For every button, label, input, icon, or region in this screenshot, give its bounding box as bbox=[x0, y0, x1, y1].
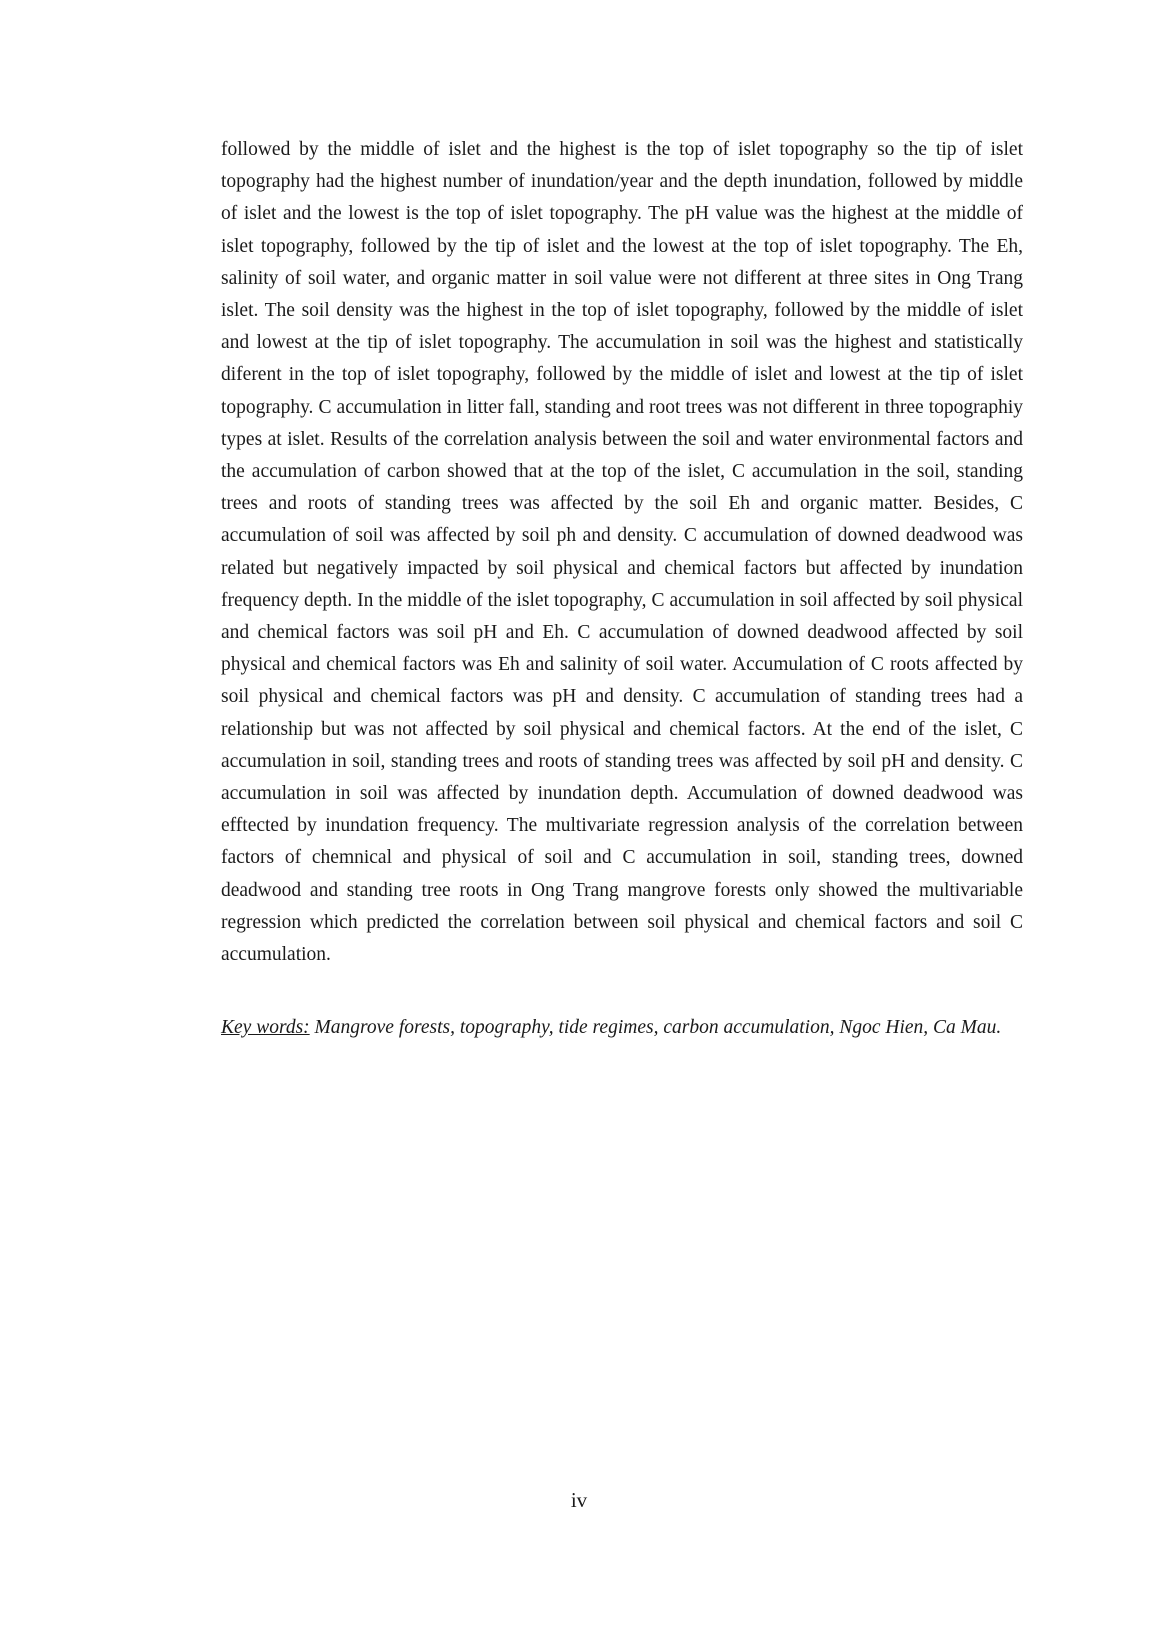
keywords-text: Mangrove forests, topography, tide regimes, carbon accumulation, Ngoc Hien, Ca Mau. bbox=[309, 1017, 1002, 1038]
abstract-paragraph: followed by the middle of islet and the highest is the top of islet topography so the tip of islet topography had the highest number of inundation/year and the depth inundation, followed by middle of islet and the lowest is the top of islet topography. The pH value was the highest at the middle of islet topography, followed by the tip of islet and the lowest at the top of islet topography. The Eh, salinity of soil water, and organic matter in soil value were not different at three sites in Ong Trang islet. The soil density was the highest in the top of islet topography, followed by the middle of islet and lowest at the tip of islet topography. The accumulation in soil was the highest and statistically diferent in the top of islet topography, followed by the middle of islet and lowest at the tip of islet topography. C accumulation in litter fall, standing and root trees was not different in three topographiy types at islet. Results of the correlation analysis between the soil and water environmental factors and the accumulation of carbon showed that at the top of the islet, C accumulation in the soil, standing trees and roots of standing trees was affected by the soil Eh and organic matter. Besides, C accumulation of soil was affected by soil ph and density. C accumulation of downed deadwood was related but negatively impacted by soil physical and chemical factors but affected by inundation frequency depth. In the middle of the islet topography, C accumulation in soil affected by soil physical and chemical factors was soil pH and Eh. C accumulation of downed deadwood affected by soil physical and chemical factors was Eh and salinity of soil water. Accumulation of C roots affected by soil physical and chemical factors was pH and density. C accumulation of standing trees had a relationship but was not affected by soil physical and chemical factors. At the end of the islet, C accumulation in soil, standing trees and roots of standing trees was affected by soil pH and density. C accumulation in soil was affected by inundation depth. Accumulation of downed deadwood was efftected by inundation frequency. The multivariate regression analysis of the correlation between factors of chemnical and physical of soil and C accumulation in soil, standing trees, downed deadwood and standing tree roots in Ong Trang mangrove forests only showed the multivariable regression which predicted the correlation between soil physical and chemical factors and soil C accumulation. bbox=[221, 139, 1023, 966]
keywords-label: Key words: bbox=[221, 1017, 310, 1038]
keywords-line bbox=[221, 1012, 1023, 1043]
page-number: iv bbox=[570, 1488, 588, 1512]
